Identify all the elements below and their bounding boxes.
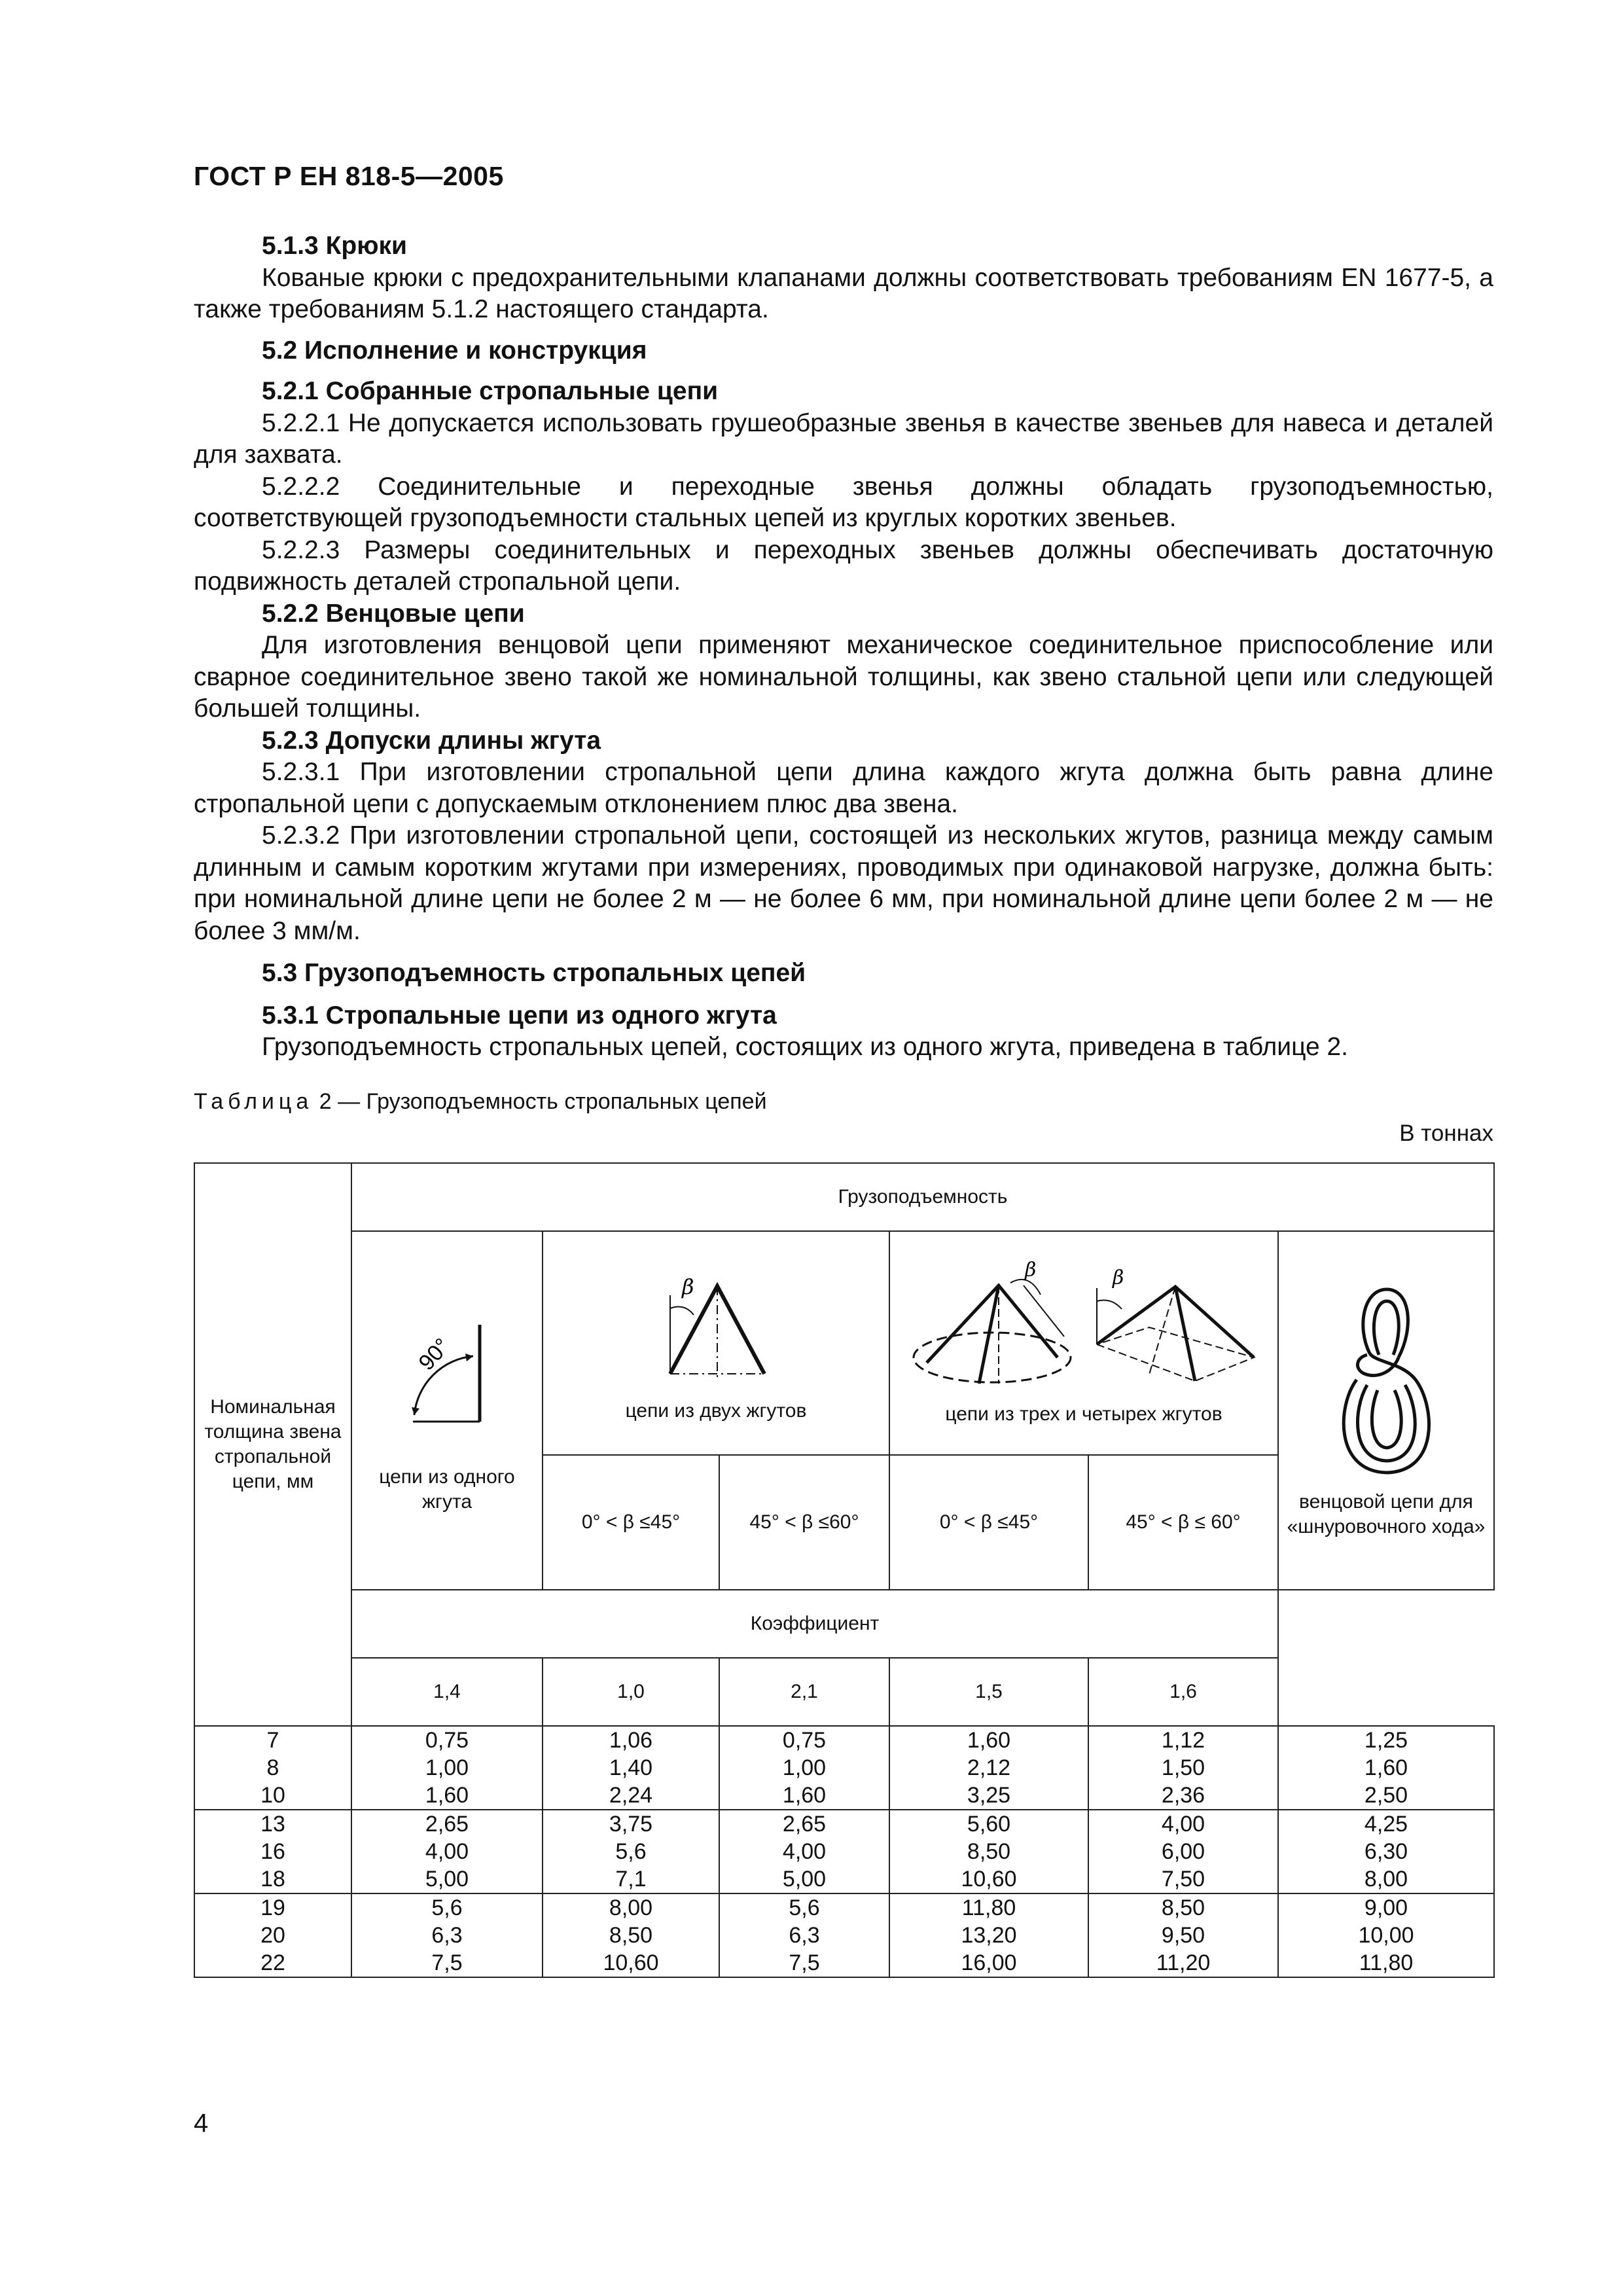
col-header-endless (1278, 1231, 1494, 1590)
value-cell: 5,6 6,3 7,5 (719, 1893, 889, 1977)
value-cell: 2,65 4,00 5,00 (719, 1810, 889, 1893)
two-leg-label: цепи из двух жгутов (625, 1400, 807, 1422)
thickness-cell: 19 20 22 (194, 1893, 351, 1977)
single-leg-diagram (382, 1310, 512, 1474)
col-header-two-leg (543, 1231, 889, 1455)
endless-chain-diagram (1330, 1282, 1442, 1484)
value-cell: 9,00 10,00 11,80 (1278, 1893, 1494, 1977)
single-leg-label: цепи из одного жгута (379, 1466, 515, 1513)
paragraph: Грузоподъемность стропальных цепей, состоящих из одного жгута, приведена в таблице 2. (262, 1033, 1349, 1061)
paragraph: 5.2.2.1 Не допускается использовать грушеобразные звенья в качестве звеньев для навеса и деталей для захвата. (194, 408, 1493, 469)
page-number: 4 (194, 2109, 209, 2138)
paragraph: 5.2.3.1 При изготовлении стропальной цепи длина каждого жгута должна быть равна длине стропальной цепи с допускаемым отклонением плюс два звена. (194, 758, 1493, 818)
value-cell: 5,60 8,50 10,60 (889, 1810, 1088, 1893)
section-heading: 5.2 Исполнение и конструкция (262, 336, 647, 365)
value-cell: 0,75 1,00 1,60 (351, 1726, 543, 1810)
beta-label: β (1025, 1259, 1037, 1282)
value-cell: 1,06 1,40 2,24 (543, 1726, 719, 1810)
table-row-group (194, 1726, 1494, 1810)
value-cell: 11,80 13,20 16,00 (889, 1893, 1088, 1977)
col-header-capacity: Грузоподъемность (351, 1163, 1494, 1231)
angle-header: 45° < β ≤ 60° (1088, 1455, 1278, 1590)
angle-header: 0° < β ≤45° (543, 1455, 719, 1590)
angle-header: 0° < β ≤45° (889, 1455, 1088, 1590)
coef-value: 2,1 (719, 1658, 889, 1726)
endless-label: венцовой цепи для «шнуровочного хода» (1287, 1491, 1486, 1537)
section-heading: 5.2.1 Собранные стропальные цепи (262, 377, 719, 405)
value-cell: 4,00 6,00 7,50 (1088, 1810, 1278, 1893)
three-four-leg-label: цепи из трех и четырех жгутов (945, 1403, 1222, 1425)
coef-value: 1,4 (351, 1658, 543, 1726)
value-cell: 1,25 1,60 2,50 (1278, 1726, 1494, 1810)
paragraph: Для изготовления венцовой цепи применяют механическое соединительное приспособление или сварное соединительное звено такой же номинальной толщины, как звено стальной цепи или следующей большей толщины. (194, 631, 1493, 723)
value-cell: 5,6 6,3 7,5 (351, 1893, 543, 1977)
angle-header: 45° < β ≤60° (719, 1455, 889, 1590)
paragraph: 5.2.2.2 Соединительные и переходные звенья должны обладать грузоподъемностью, соответствующей грузоподъемности стальных цепей из круглых коротких звеньев. (194, 472, 1493, 532)
table-row-group (194, 1810, 1494, 1893)
paragraph: Кованые крюки с предохранительными клапанами должны соответствовать требованиям EN 1677-5, а также требованиям 5.1.2 настоящего стандарта. (194, 263, 1493, 323)
value-cell: 1,60 2,12 3,25 (889, 1726, 1088, 1810)
value-cell: 4,25 6,30 8,00 (1278, 1810, 1494, 1893)
section-heading: 5.2.2 Венцовые цепи (262, 599, 525, 628)
col-header-thickness: Номинальная толщина звена стропальной цепи, мм (194, 1163, 351, 1726)
document-header: ГОСТ Р ЕН 818-5—2005 (194, 161, 504, 191)
paragraph: 5.2.3.2 При изготовлении стропальной цепи, состоящей из нескольких жгутов, разница между самым длинным и самым коротким жгутами при измерениях, проводимых при одинаковой нагрузке, должна быть: при номинальной длине цепи не более 2 м — не более 6 мм, при номинальной длине цепи более 2 м — не более 3 мм/м. (194, 821, 1493, 945)
table-row-group (194, 1893, 1494, 1977)
coef-value: 1,0 (543, 1658, 719, 1726)
value-cell: 1,12 1,50 2,36 (1088, 1726, 1278, 1810)
three-four-leg-diagram (901, 1259, 1267, 1390)
section-heading: 5.3.1 Стропальные цепи из одного жгута (262, 1001, 777, 1030)
section-heading: 5.3 Грузоподъемность стропальных цепей (262, 959, 806, 987)
two-leg-diagram (644, 1263, 788, 1387)
body-text (194, 230, 1493, 1064)
thickness-cell: 13 16 18 (194, 1810, 351, 1893)
coef-value: 1,6 (1088, 1658, 1278, 1726)
paragraph: 5.2.2.3 Размеры соединительных и переходных звеньев должны обеспечивать достаточную подвижность деталей стропальной цепи. (194, 535, 1493, 596)
thickness-cell: 7 8 10 (194, 1726, 351, 1810)
angle-label: 90° (414, 1333, 455, 1376)
col-header-three-four-leg (889, 1231, 1278, 1455)
col-header-single-leg (351, 1231, 543, 1590)
beta-label: β (682, 1274, 694, 1299)
coef-value: 1,5 (889, 1658, 1088, 1726)
value-cell: 2,65 4,00 5,00 (351, 1810, 543, 1893)
value-cell: 8,50 9,50 11,20 (1088, 1893, 1278, 1977)
value-cell: 0,75 1,00 1,60 (719, 1726, 889, 1810)
table-units: В тоннах (1399, 1121, 1493, 1146)
section-heading: 5.1.3 Крюки (262, 232, 408, 260)
coef-header: Коэффициент (351, 1590, 1278, 1658)
table-caption: Таблица 2 — Грузоподъемность стропальных цепей (194, 1089, 767, 1114)
value-cell: 3,75 5,6 7,1 (543, 1810, 719, 1893)
capacity-table (194, 1162, 1495, 1978)
section-heading: 5.2.3 Допуски длины жгута (262, 726, 601, 755)
value-cell: 8,00 8,50 10,60 (543, 1893, 719, 1977)
beta-label: β (1113, 1266, 1124, 1289)
